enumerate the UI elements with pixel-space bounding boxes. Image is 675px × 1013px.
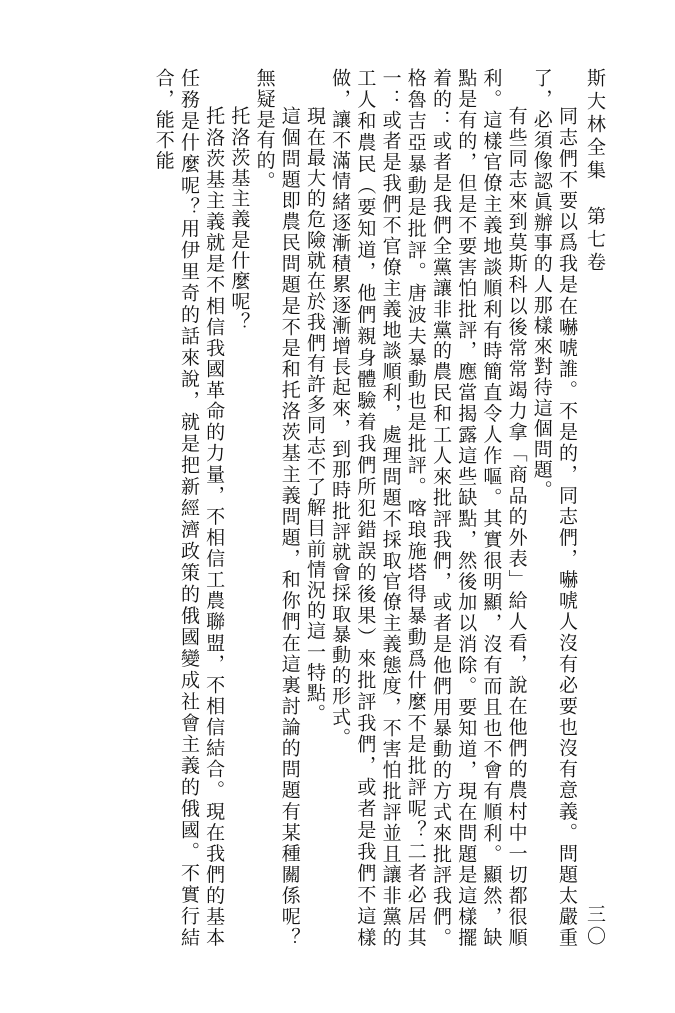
page-header <box>582 68 609 948</box>
body-text <box>99 68 579 948</box>
paragraph: 現在最大的危險就在於我們有許多同志不了解目前情況的這一特點。 <box>303 106 326 724</box>
paragraph: 同志們不要以爲我是在嚇唬誰。不是的，同志們，嚇唬人沒有必要也沒有意義。問題太嚴重了，必須像認眞辦事的人那樣來對待這個問題。 <box>530 68 578 948</box>
paragraph: 托洛茨基主義就是不相信我國革命的力量，不相信工農聯盟，不相信結合。現在我們的基本任務是什麼呢？用伊里奇的話來說，就是把新經濟政策的俄國變成社會主義的俄國。不實行結合，能不能 <box>152 68 226 948</box>
running-head: 斯大林全集 第七卷 <box>584 68 606 275</box>
paragraph: 這個問題即農民問題是不是和托洛茨基主義問題，和你們在這裏討論的問題有某種關係呢？無疑是有的。 <box>253 68 301 948</box>
paragraph: 托洛茨基主義是什麼呢？ <box>228 106 251 333</box>
page-number: 三〇 <box>584 904 606 948</box>
paragraph: 有些同志來到莫斯科以後常常竭力拿「商品的外表」給人看，說在他們的農村中一切都很順利。這樣官僚主義地談順利有時簡直令人作嘔。其實很明顯，沒有而且也不會有順利。顯然，缺點是有的，但是不要害怕批評，應當揭露這些缺點，然後加以消除。要知道，現在問題是這樣擺着的：或者是我們全黨讓非黨的農民和工人來批評我們，或者是他們用暴動的方式來批評我們。格魯吉亞暴動是批評。唐波夫暴動也是批評。喀琅施塔得暴動爲什麼不是批評呢？二者必居其一：或者是我們不官僚主義地談順利，處理問題不採取官僚主義態度，不害怕批評並且讓非黨的工人和農民（要知道，他們親身體驗着我們所犯錯誤的後果）來批評我們，或者是我們不這樣做，讓不滿情緒逐漸積累逐漸增長起來，到那時批評就會採取暴動的形式。 <box>329 68 528 948</box>
